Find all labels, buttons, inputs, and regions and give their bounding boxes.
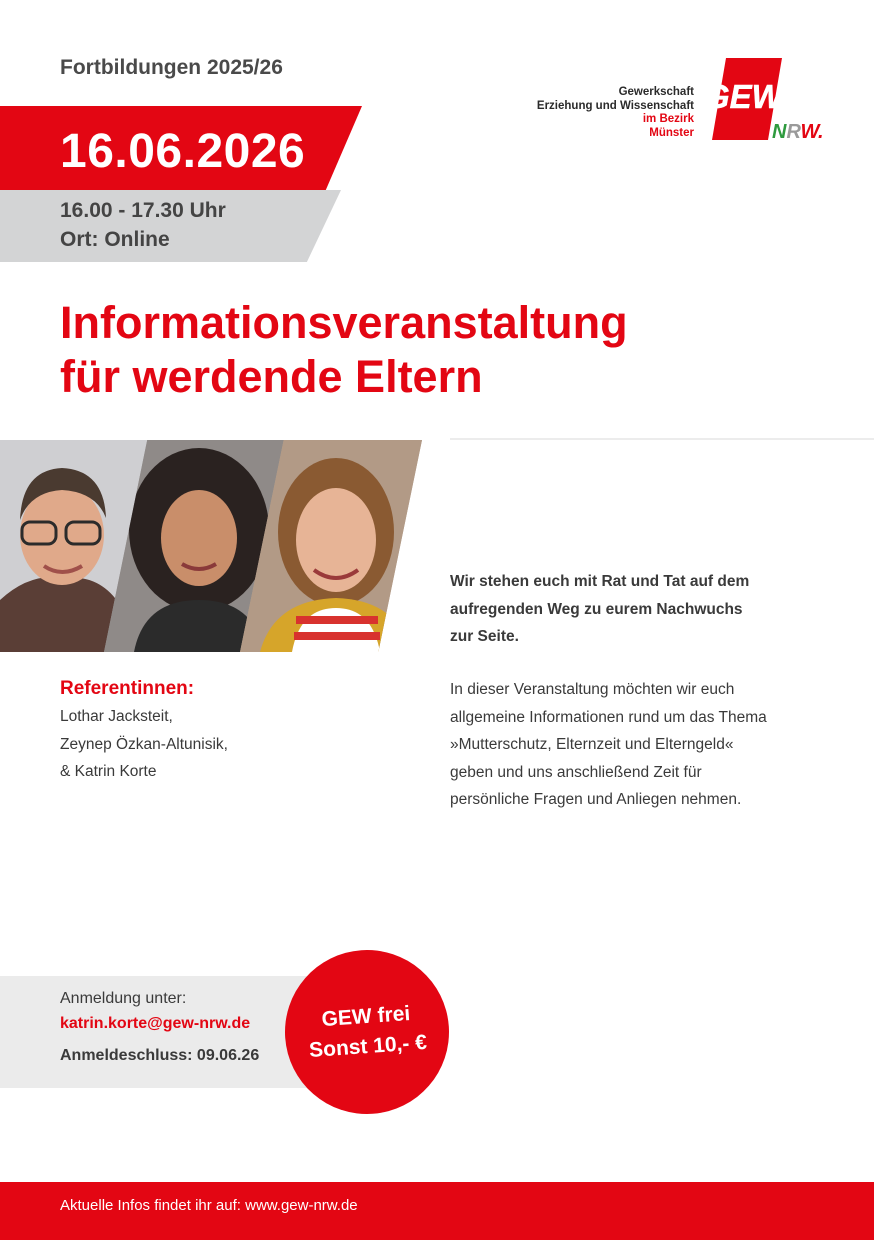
event-time: 16.00 - 17.30 Uhr <box>60 199 226 222</box>
gew-logo <box>520 52 840 152</box>
svg-text:GEW: GEW <box>704 78 783 115</box>
speaker-name: Zeynep Özkan-Altunisik, <box>60 736 228 753</box>
event-date: 16.06.2026 <box>60 125 306 178</box>
footer-link[interactable]: Aktuelle Infos findet ihr auf: www.gew-nrw.de <box>60 1197 358 1214</box>
gew-logo-mark <box>700 52 840 144</box>
speaker-name: Lothar Jacksteit, <box>60 708 173 725</box>
registration-deadline: Anmeldeschluss: 09.06.26 <box>60 1047 260 1064</box>
svg-text:NRW.: NRW. <box>772 121 824 143</box>
intro-text: Wir stehen euch mit Rat und Tat auf dem aufregenden Weg zu eurem Nachwuchs zur Seite. <box>450 573 750 645</box>
divider <box>450 438 874 440</box>
speaker-name: & Katrin Korte <box>60 763 157 780</box>
registration-label: Anmeldung unter: <box>60 990 187 1007</box>
event-place: Ort: Online <box>60 228 170 251</box>
description-text: In dieser Veranstaltung möchten wir euch allgemeine Informationen rund um das Thema »Mutterschutz, Elternzeit und Elterngeld« geben und uns anschließend Zeit für persönliche Fragen und Anliegen nehmen. <box>450 681 767 808</box>
series-label: Fortbildungen 2025/26 <box>60 56 283 79</box>
registration-email[interactable]: katrin.korte@gew-nrw.de <box>60 1015 251 1032</box>
speakers-label: Referentinnen: <box>60 678 195 699</box>
event-title: Informationsveranstaltung für werdende Eltern <box>60 297 628 402</box>
logo-text: Gewerkschaft Erziehung und Wissenschaft im Bezirk Münster <box>536 86 694 139</box>
price-badge: GEW frei Sonst 10,- € <box>279 944 454 1119</box>
speaker-photos <box>0 440 430 652</box>
